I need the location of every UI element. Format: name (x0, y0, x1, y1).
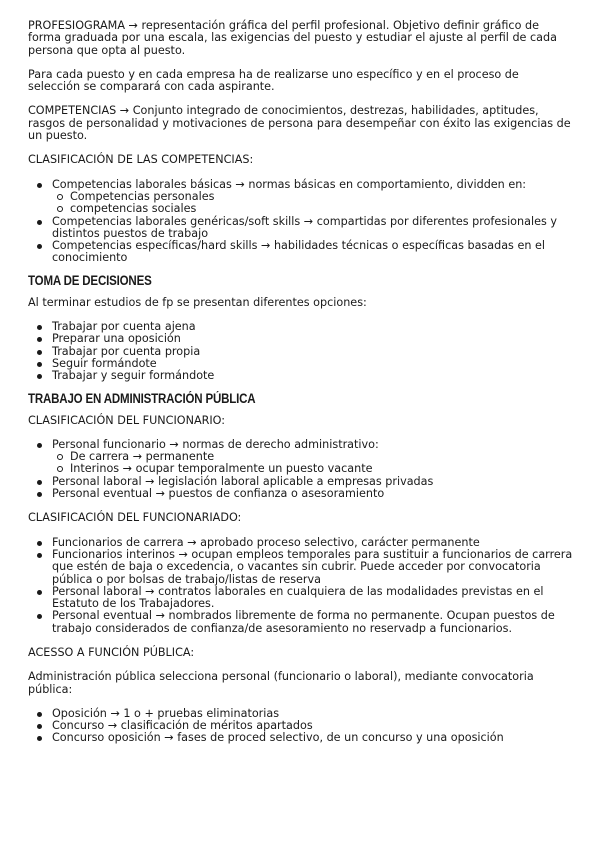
list-item: Trabajar por cuenta ajena (28, 321, 574, 333)
list-item: competencias sociales (28, 203, 574, 215)
list-item: Competencias específicas/hard skills → habilidades técnicas o específicas basadas en el conocimiento (28, 240, 574, 265)
acceso-funcion-publica-title: ACESSO A FUNCIÓN PÚBLICA: (28, 645, 195, 659)
list-item: Personal eventual → nombrados libremente de forma no permanente. Ocupan puestos de trabajo considerados de confianza/de asesoramiento no reservadp a funcionarios. (28, 610, 574, 635)
clasificacion-competencias-title: CLASIFICACIÓN DE LAS COMPETENCIAS: (28, 153, 254, 167)
list-item: Funcionarios de carrera → aprobado proceso selectivo, carácter permanente (28, 537, 574, 549)
list-item: Concurso → clasificación de méritos apartados (28, 720, 574, 732)
list-item: Personal laboral → legislación laboral aplicable a empresas privadas (28, 476, 574, 488)
list-item: Competencias laborales básicas → normas básicas en comportamiento, dividden en: (28, 179, 574, 191)
list-item: Concurso oposición → fases de proced selectivo, de un concurso y una oposición (28, 732, 574, 744)
list-item: Interinos → ocupar temporalmente un puesto vacante (28, 463, 574, 475)
list-item: De carrera → permanente (28, 451, 574, 463)
funcionario-list (28, 439, 574, 500)
competencias-list (28, 179, 574, 265)
toma-decisiones-heading: TOMA DE DECISIONES (28, 272, 152, 288)
list-item: Personal laboral → contratos laborales en cualquiera de las modalidades previstas en el Estatuto de los Trabajadores. (28, 586, 574, 611)
list-item: Preparar una oposición (28, 333, 574, 345)
list-item: Oposición → 1 o + pruebas eliminatorias (28, 708, 574, 720)
acceso-list (28, 708, 574, 745)
list-item: Personal eventual → puestos de confianza o asesoramiento (28, 488, 574, 500)
list-item: Personal funcionario → normas de derecho administrativo: (28, 439, 574, 451)
list-item: Trabajar y seguir formándote (28, 370, 574, 382)
list-item: Competencias laborales genéricas/soft skills → compartidas por diferentes profesionales y distintos puestos de trabajo (28, 216, 574, 241)
competencias-paragraph: COMPETENCIAS → Conjunto integrado de conocimientos, destrezas, habilidades, aptitudes, rasgos de personalidad y motivaciones de persona para desempeñar con éxito las exigencias de un puesto. (28, 104, 571, 143)
opciones-list (28, 321, 574, 382)
list-item: Seguir formándote (28, 358, 574, 370)
puesto-paragraph: Para cada puesto y en cada empresa ha de realizarse uno específico y en el proceso de selección se comparará con cada aspirante. (28, 67, 519, 94)
list-item: Funcionarios interinos → ocupan empleos temporales para sustituir a funcionarios de carrera que estén de baja o excedencia, o vacantes sin cubrir. Puede acceder por convocatoria pública o por bolsas de trabajo/listas de reserva (28, 549, 574, 586)
acceso-funcion-publica-text: Administración pública selecciona personal (funcionario o laboral), mediante convocatoria pública: (28, 670, 534, 696)
toma-decisiones-text: Al terminar estudios de fp se presentan diferentes opciones: (28, 295, 367, 309)
list-item: Competencias personales (28, 191, 574, 203)
administracion-heading: TRABAJO EN ADMINISTRACIÓN PÚBLICA (28, 390, 256, 406)
document-page (28, 20, 574, 745)
clasificacion-funcionariado-title: CLASIFICACIÓN DEL FUNCIONARIADO: (28, 511, 242, 525)
clasificacion-funcionario-title: CLASIFICACIÓN DEL FUNCIONARIO: (28, 413, 226, 427)
list-item: Trabajar por cuenta propia (28, 346, 574, 358)
funcionariado-list (28, 537, 574, 635)
profesiograma-paragraph: PROFESIOGRAMA → representación gráfica del perfil profesional. Objetivo definir gráfico de forma graduada por una escala, las exigencias del puesto y estudiar el ajuste al perfil de cada persona que opta al puesto. (28, 19, 557, 57)
